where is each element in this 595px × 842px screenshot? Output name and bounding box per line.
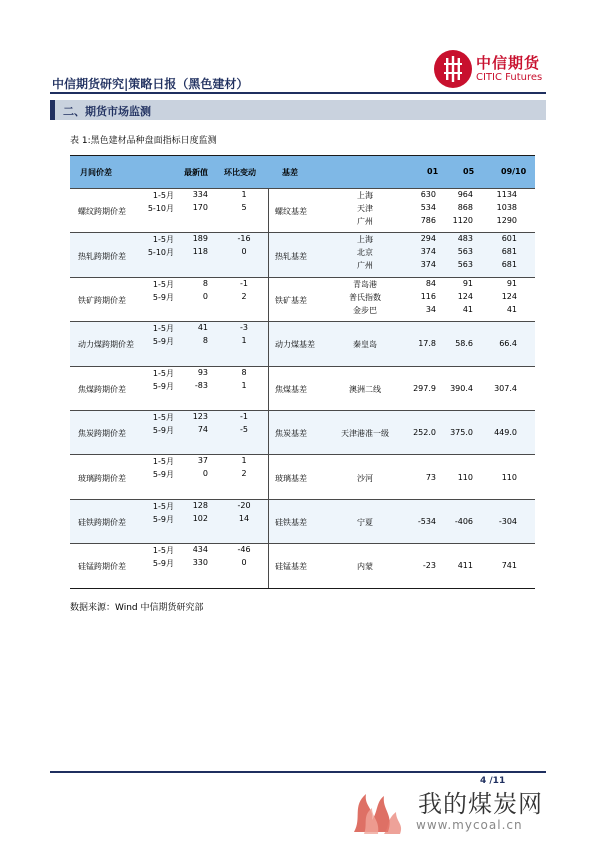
table-caption: 表 1:黑色建材品种盘面指标日度监测 [70,136,217,146]
period-label: 5-9月 [152,470,174,480]
period-label: 1-5月 [152,279,174,289]
basis-location: 北京 [357,248,373,258]
logo-emblem-icon [434,50,472,88]
basis-0910-value: 681 [501,260,517,270]
report-header-title: 中信期货研究|策略日报（黑色建材） [52,77,249,91]
basis-name: 硅锰基差 [275,562,307,572]
basis-0910-value: 1134 [496,190,517,199]
period-label: 1-5月 [152,546,174,556]
flame-watermark-icon [344,780,410,836]
change-value: 0 [241,247,247,257]
data-source-note: 数据来源：Wind 中信期货研究部 [70,603,204,613]
column-divider [268,322,269,365]
basis-05-value: 58.6 [455,339,473,349]
basis-05-value: 375.0 [450,428,473,438]
logo-english-name: CITIC Futures [476,72,543,83]
basis-location: 上海 [357,191,373,200]
spread-name: 螺纹跨期价差 [78,207,126,217]
change-value: -5 [240,424,248,434]
latest-value: 170 [192,203,208,212]
latest-value: 123 [192,411,208,421]
table-row-group [70,366,535,410]
table-row-group [70,188,535,232]
spread-name: 焦煤跨期价差 [78,384,126,394]
latest-value: 189 [192,234,208,244]
basis-name: 焦煤基差 [275,384,307,394]
spread-name: 硅铁跨期价差 [78,517,126,527]
header-divider [50,92,546,94]
latest-value: -83 [194,380,208,390]
latest-value: 93 [197,367,208,377]
column-divider [268,411,269,454]
header-0910: 09/10 [501,167,527,176]
change-value: 1 [241,336,247,346]
basis-location: 秦皇岛 [353,340,377,350]
basis-01-value: 374 [420,260,436,270]
basis-01-value: 294 [420,234,436,244]
latest-value: 102 [192,513,208,523]
basis-05-value: 91 [462,278,473,288]
header-01: 01 [427,167,439,176]
column-divider [268,278,269,321]
latest-value: 8 [202,278,208,288]
column-divider [268,500,269,543]
period-label: 1-5月 [152,412,174,422]
basis-0910-value: 124 [501,291,517,301]
header-change: 环比变动 [224,168,256,177]
latest-value: 8 [202,336,208,346]
table-row-group [70,277,535,321]
basis-name: 焦炭基差 [275,429,307,439]
basis-01-value: 252.0 [413,428,436,438]
change-value: 8 [241,367,247,377]
basis-location: 内蒙 [357,562,373,572]
basis-05-value: 1120 [452,216,473,225]
basis-05-value: 124 [457,291,473,301]
latest-value: 74 [197,424,208,434]
latest-value: 434 [192,545,208,555]
section-title: 二、期货市场监测 [63,105,151,118]
basis-name: 硅铁基差 [275,517,307,527]
column-divider [268,544,269,587]
spread-name: 焦炭跨期价差 [78,429,126,439]
change-value: 1 [241,456,247,466]
basis-location: 宁夏 [357,517,373,527]
period-label: 5-10月 [147,248,174,258]
change-value: 1 [241,190,247,199]
table-row-group [70,499,535,543]
change-value: 14 [238,513,250,523]
table-row-group [70,321,535,365]
basis-name: 玻璃基差 [275,473,307,483]
change-value: -46 [237,545,251,555]
spread-name: 动力煤跨期价差 [78,340,134,350]
basis-05-value: -406 [454,516,473,526]
basis-0910-value: 110 [501,472,517,482]
basis-0910-value: 681 [501,247,517,257]
basis-0910-value: -304 [498,516,517,526]
period-label: 1-5月 [152,368,174,378]
basis-01-value: 630 [420,190,436,199]
spread-name: 玻璃跨期价差 [78,473,126,483]
basis-01-value: 534 [420,203,436,212]
watermark-url: www.mycoal.cn [416,818,523,832]
period-label: 5-9月 [152,559,174,569]
column-divider [268,455,269,498]
basis-0910-value: 66.4 [499,339,517,349]
header-latest: 最新值 [184,168,208,177]
period-label: 5-9月 [152,337,174,347]
basis-05-value: 483 [457,234,473,244]
table-row-group [70,543,535,587]
basis-location: 金步巴 [353,305,377,315]
column-divider [268,189,269,232]
period-label: 1-5月 [152,191,174,200]
change-value: 1 [241,380,247,390]
basis-name: 铁矿基差 [275,295,307,305]
period-label: 1-5月 [152,457,174,467]
latest-value: 128 [192,500,208,510]
basis-name: 动力煤基差 [275,340,315,350]
basis-0910-value: 307.4 [494,383,517,393]
basis-01-value: 84 [425,278,436,288]
period-label: 5-10月 [147,204,174,213]
basis-01-value: 374 [420,247,436,257]
basis-0910-value: 41 [506,304,517,314]
basis-01-value: 17.8 [418,339,436,349]
footer-divider [50,771,546,773]
table-bottom-rule [70,588,535,589]
basis-location: 天津 [357,204,373,213]
change-value: -16 [237,234,251,244]
change-value: -3 [240,323,248,333]
basis-01-value: 34 [425,304,436,314]
table-row-group [70,410,535,454]
spread-name: 热轧跨期价差 [78,251,126,261]
basis-01-value: -534 [417,516,436,526]
change-value: 5 [241,203,247,212]
basis-05-value: 110 [457,472,473,482]
basis-location: 青岛港 [353,279,377,289]
latest-value: 0 [202,291,208,301]
basis-location: 广州 [357,261,373,271]
change-value: -1 [240,278,248,288]
basis-name: 螺纹基差 [275,207,307,217]
period-label: 5-9月 [152,381,174,391]
basis-location: 澳洲二线 [349,384,381,394]
change-value: 2 [241,291,247,301]
spread-name: 铁矿跨期价差 [78,295,126,305]
page-number: 4 /11 [480,776,506,786]
basis-05-value: 563 [457,260,473,270]
basis-05-value: 390.4 [450,383,473,393]
spread-name: 硅锰跨期价差 [78,562,126,572]
change-value: -1 [240,411,248,421]
column-divider [268,233,269,276]
change-value: -20 [237,500,251,510]
period-label: 5-9月 [152,425,174,435]
section-heading-bar [50,100,546,120]
change-value: 0 [241,558,247,568]
basis-name: 热轧基差 [275,251,307,261]
latest-value: 41 [197,323,208,333]
basis-01-value: 297.9 [413,383,436,393]
table-row-group [70,232,535,276]
basis-location: 普氏指数 [349,292,381,302]
latest-value: 330 [192,558,208,568]
period-label: 1-5月 [152,235,174,245]
watermark-site-name: 我的煤炭网 [418,790,543,818]
basis-0910-value: 449.0 [494,428,517,438]
period-label: 5-9月 [152,292,174,302]
basis-0910-value: 1038 [496,203,517,212]
basis-0910-value: 91 [506,278,517,288]
table-header-row [70,155,535,188]
table-row-group [70,454,535,498]
basis-01-value: 73 [425,472,436,482]
basis-05-value: 964 [457,190,473,199]
logo-chinese-name: 中信期货 [476,54,541,72]
latest-value: 334 [192,190,208,199]
change-value: 2 [241,469,247,479]
monitoring-table [70,155,535,589]
basis-0910-value: 601 [501,234,517,244]
basis-01-value: 786 [420,216,436,225]
basis-01-value: 116 [420,291,436,301]
period-label: 1-5月 [152,501,174,511]
basis-05-value: 563 [457,247,473,257]
basis-location: 上海 [357,235,373,245]
citic-futures-logo [434,50,554,90]
basis-0910-value: 741 [501,561,517,571]
header-05: 05 [463,167,475,176]
basis-01-value: -23 [422,561,436,571]
basis-05-value: 41 [462,304,473,314]
basis-0910-value: 1290 [496,216,517,225]
basis-location: 天津港准一级 [341,429,389,439]
basis-05-value: 411 [457,561,473,571]
basis-location: 沙河 [357,473,373,483]
period-label: 5-9月 [152,514,174,524]
basis-location: 广州 [357,217,373,226]
basis-05-value: 868 [457,203,473,212]
latest-value: 37 [197,456,208,466]
period-label: 1-5月 [152,324,174,334]
latest-value: 0 [202,469,208,479]
column-divider [268,367,269,410]
latest-value: 118 [192,247,208,257]
header-spread: 月间价差 [80,168,112,177]
header-basis: 基差 [282,168,298,177]
